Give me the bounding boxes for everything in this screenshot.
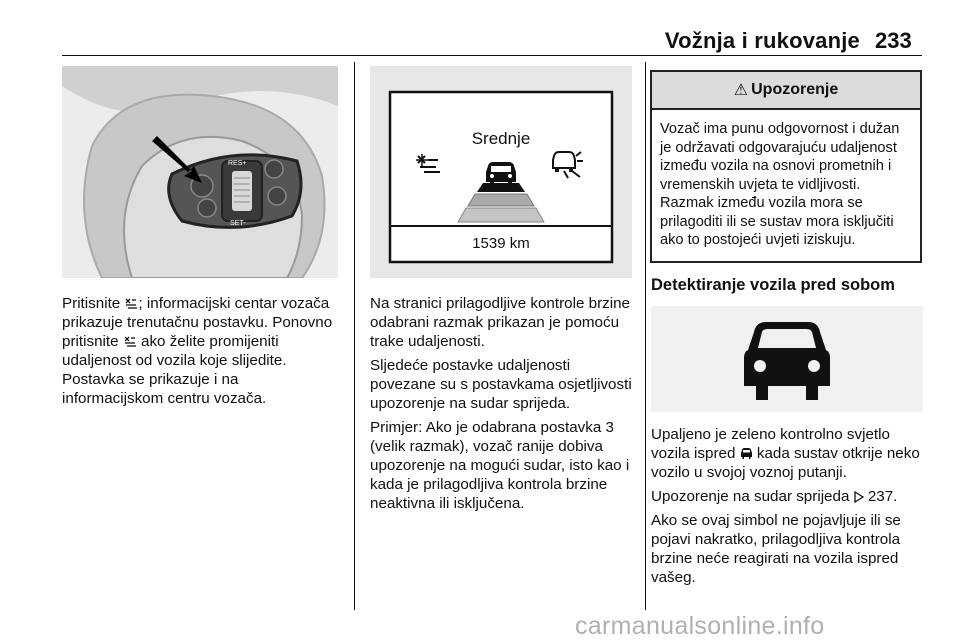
column3-paragraph-1 bbox=[651, 425, 929, 482]
column1-paragraph bbox=[62, 294, 342, 408]
warning-header bbox=[652, 72, 920, 110]
reference-arrow-icon[interactable] bbox=[854, 491, 864, 503]
column2-paragraph-3: Primjer: Ako je odabrana postavka 3 (velik razmak), vozač ranije dobiva upozorenje na mogući sudar, isto kao i kada je prilagodljiva kontrola brzine neaktivna ili isključena. bbox=[370, 419, 630, 512]
column2-text bbox=[370, 294, 640, 518]
column-divider-left bbox=[354, 62, 355, 610]
watermark: carmanualsonline.info bbox=[575, 612, 825, 640]
text-fragment: Upaljeno je zeleno kontrolno svjetlo vozila ispred bbox=[651, 426, 890, 462]
display-odometer: 1539 km bbox=[472, 235, 530, 252]
warning-body: Vozač ima punu odgovornost i dužan je održavati odgovarajuću udaljenost između vozila na osnovi prometnih i vremenskih uvjeta te vidljivosti. Razmak između vozila mora se prilagoditi ili se sustav mora isključiti ako to postojeći uvjeti iziskuju. bbox=[660, 121, 900, 248]
vehicle-ahead-icon bbox=[744, 322, 830, 400]
text-fragment: ; informacijski centar vozača prikazuje trenutačnu postavku. Ponovno pritisnite bbox=[62, 295, 333, 350]
vehicle-ahead-figure bbox=[651, 306, 923, 412]
column3-text bbox=[651, 425, 929, 592]
column3-paragraph-3: Ako se ovaj simbol ne pojavljuje ili se pojavi nakratko, prilagodljiva kontrola brzine neće reagirati na vozila ispred vašeg. bbox=[651, 512, 901, 586]
section-title: Detektiranje vozila pred sobom bbox=[651, 276, 895, 294]
display-figure bbox=[370, 66, 632, 278]
text-fragment: Upozorenje na sudar sprijeda bbox=[651, 488, 854, 505]
vehicle-ahead-icon bbox=[740, 448, 753, 460]
warning-title: Upozorenje bbox=[751, 81, 839, 98]
steering-wheel-figure bbox=[62, 66, 338, 278]
distance-setting-icon bbox=[124, 297, 138, 310]
page-number: 233 bbox=[875, 28, 912, 53]
text-fragment: Pritisnite bbox=[62, 295, 125, 312]
display-setting-label: Srednje bbox=[471, 129, 531, 148]
warning-box bbox=[650, 70, 922, 263]
column2-paragraph-1: Na stranici prilagodljive kontrole brzine odabrani razmak prikazan je pomoću trake udaljenosti. bbox=[370, 295, 630, 350]
header-rule bbox=[62, 55, 922, 56]
res-button-label: RES+ bbox=[228, 160, 247, 167]
text-fragment: kada sustav otkrije neko vozilo u svojoj voznoj putanji. bbox=[651, 445, 920, 481]
text-fragment: ako želite promijeniti udaljenost od vozila koje slijedite. Postavka se prikazuje i na informacijskom centru vozača. bbox=[62, 333, 287, 407]
set-button-label: SET- bbox=[230, 220, 246, 227]
column-divider-right bbox=[645, 62, 646, 610]
distance-setting-icon bbox=[123, 335, 137, 348]
warning-icon: ⚠ bbox=[733, 82, 749, 99]
column3-paragraph-2 bbox=[651, 487, 929, 506]
column2-paragraph-2: Sljedeće postavke udaljenosti povezane su s postavkama osjetljivosti upozorenje na sudar sprijeda. bbox=[370, 357, 632, 412]
text-fragment: 237. bbox=[863, 488, 898, 505]
page-header-title: Vožnja i rukovanje bbox=[664, 28, 860, 53]
column1-text bbox=[62, 294, 342, 413]
